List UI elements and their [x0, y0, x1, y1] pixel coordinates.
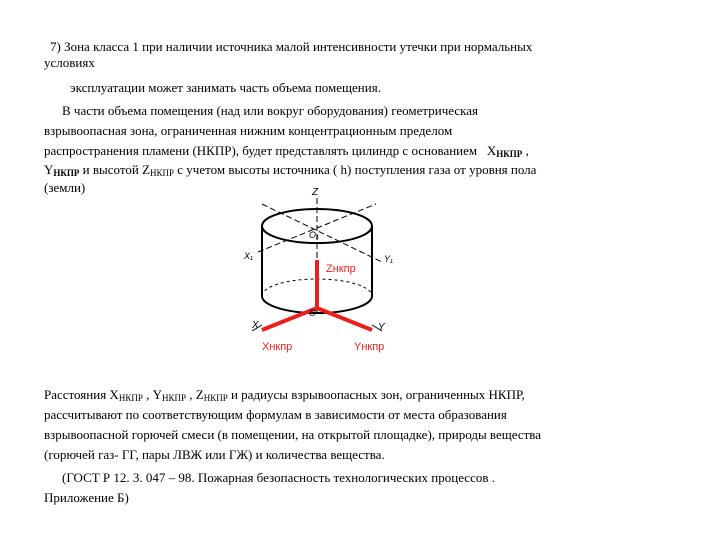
reference-line: (ГОСТ Р 12. 3. 047 – 98. Пожарная безопасность технологических процессов . — [62, 470, 495, 485]
text-segment: распространения пламени (НКПР), будет представлять цилиндр с основанием — [44, 143, 478, 158]
label-y1: Y₁ — [384, 254, 393, 264]
text-line: (горючей газ- ГГ, пары ЛВЖ или ГЖ) и количества вещества. — [44, 447, 385, 462]
subscript: НКПР — [496, 149, 523, 159]
label-z: Z — [312, 187, 319, 198]
y-symbol: Y — [44, 162, 54, 177]
subscript: НКПР — [118, 393, 143, 403]
label-y: Y — [378, 322, 385, 333]
text-line: взрывоопасная зона, ограниченная нижним концентрационным пределом — [44, 123, 453, 138]
text-segment: и радиусы взрывоопасных зон, ограниченных НКПР, — [227, 387, 525, 402]
label-x1: X₁ — [244, 251, 253, 261]
x-symbol: X — [486, 143, 497, 158]
label-y-nkpr: Yнкпр — [354, 341, 385, 353]
subscript: НКПР — [203, 393, 228, 403]
text-segment: Расстояния X — [44, 387, 119, 402]
label-z-nkpr: Zнкпр — [326, 263, 356, 275]
text-line: эксплуатации может занимать часть объема помещения. — [70, 80, 381, 95]
text-segment: , — [525, 143, 529, 158]
subscript: НКПР — [150, 168, 175, 178]
text-line: условиях — [44, 55, 95, 70]
text-line: В части объема помещения (над или вокруг оборудования) геометрическая — [62, 103, 478, 118]
text-segment: с учетом высоты источника ( h) поступления газа от уровня пола — [174, 162, 537, 177]
label-x-nkpr: Xнкпр — [262, 341, 293, 353]
text-line: рассчитывают по соответствующим формулам в зависимости от места образования — [44, 407, 507, 422]
subscript: НКПР — [161, 393, 186, 403]
text-line — [44, 387, 525, 403]
label-o: O — [309, 308, 317, 318]
text-line: взрывоопасной горючей смеси (в помещении, на открытой площадке), природы вещества — [44, 427, 542, 442]
y1-axis — [262, 204, 382, 262]
text-line: (земли) — [44, 180, 86, 195]
text-segment: , Y — [142, 387, 162, 402]
label-x: X — [252, 320, 259, 331]
label-o1: O₁ — [309, 230, 319, 240]
subscript: НКПР — [53, 168, 80, 178]
item-number-line: 7) Зона класса 1 при наличии источника малой интенсивности утечки при нормальных — [50, 39, 533, 54]
reference-line: Приложение Б) — [44, 490, 129, 505]
text-segment: и высотой Z — [79, 162, 151, 177]
text-segment: , Z — [186, 387, 204, 402]
